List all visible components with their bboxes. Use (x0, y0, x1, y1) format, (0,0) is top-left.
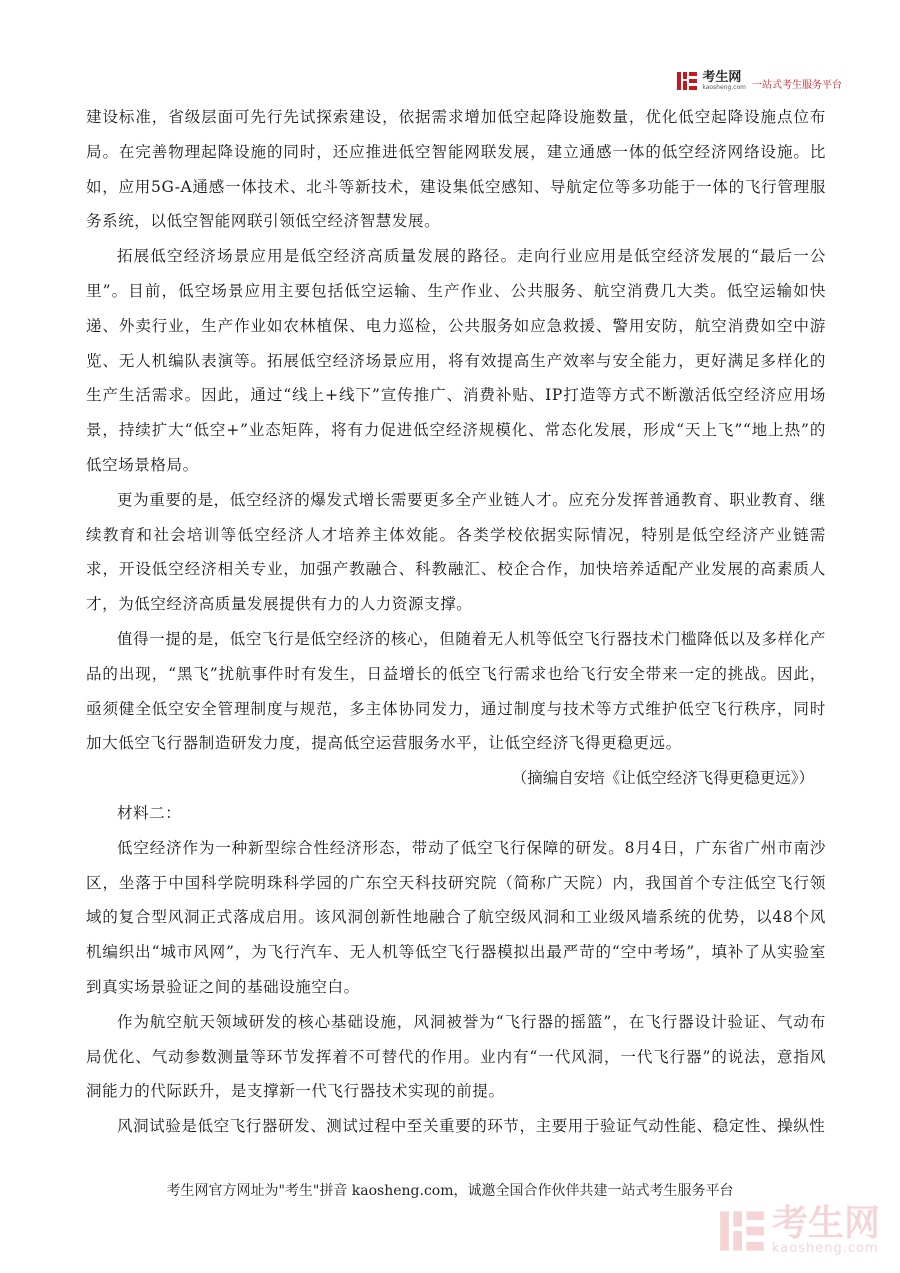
section-label: 材料二： (117, 803, 182, 822)
watermark-title: 考生网 (771, 1203, 880, 1244)
paragraph: 低空经济作为一种新型综合性经济形态，带动了低空飞行保障的研发。8月4日，广东省广州市南沙区，坐落于中国科学院明珠科学园的广东空天科技研究院（简称广天院）内，我国首个专注低空飞行领域的复合型风洞正式落成启用。该风洞创新性地融合了航空级风洞和工业级风墙系统的优势，以48个风机编织出“城市风网”，为飞行汽车、无人机等低空飞行器模拟出最严苛的“空中考场”，填补了从实验室到真实场景验证之间的基础设施空白。 (86, 838, 826, 996)
paragraph: 值得一提的是，低空飞行是低空经济的核心，但随着无人机等低空飞行器技术门槛降低以及多样化产品的出现，“黑飞”扰航事件时有发生，日益增长的低空飞行需求也给飞行安全带来一定的挑战。因此，亟须健全低空安全管理制度与规范，多主体协同发力，通过制度与技术等方式维护低空飞行秩序，同时加大低空飞行器制造研发力度，提高低空运营服务水平，让低空经济飞得更稳更远。 (86, 629, 826, 753)
paragraph: 更为重要的是，低空经济的爆发式增长需要更多全产业链人才。应充分发挥普通教育、职业教育、继续教育和社会培训等低空经济人才培养主体效能。各类学校依据实际情况，特别是低空经济产业链需求，开设低空经济相关专业，加强产教融合、科教融汇、校企合作，加快培养适配产业发展的高素质人才，为低空经济高质量发展提供有力的人力资源支撑。 (86, 490, 826, 614)
watermark-domain: kaosheng.com (771, 1241, 879, 1256)
logo-slogan: 一站式考生服务平台 (752, 79, 842, 91)
kaosheng-watermark-icon (718, 1207, 766, 1255)
watermark (718, 1203, 880, 1256)
page-footer: 考生网官方网址为"考生"拼音 kaosheng.com，诚邀全国合作伙伴共建一站式考生服务平台 (166, 1183, 734, 1199)
paragraph: 风洞试验是低空飞行器研发、测试过程中至关重要的环节，主要用于验证气动性能、稳定性、操纵性 (117, 1117, 826, 1136)
header-logo (676, 70, 842, 92)
logo-title: 考生网 (702, 70, 742, 85)
paragraph: 建设标准，省级层面可先行先试探索建设，依据需求增加低空起降设施数量，优化低空起降设施点位布局。在完善物理起降设施的同时，还应推进低空智能网联发展，建立通感一体的低空经济网络设施。比如，应用5G-A通感一体技术、北斗等新技术，建设集低空感知、导航定位等多功能于一体的飞行管理服务系统，以低空智能网联引领低空经济智慧发展。 (86, 108, 826, 231)
kaosheng-logo-icon (676, 70, 698, 92)
logo-domain: kaosheng.com (702, 84, 746, 91)
source-citation: （摘编自安培《让低空经济飞得更稳更远》） (511, 769, 814, 788)
paragraph: 作为航空航天领域研发的核心基础设施，风洞被誉为“飞行器的摇篮”，在飞行器设计验证、气动布局优化、气动参数测量等环节发挥着不可替代的作用。业内有“一代风洞，一代飞行器”的说法，意指风洞能力的代际跃升，是支撑新一代飞行器技术实现的前提。 (86, 1012, 826, 1101)
document-body (86, 100, 826, 1144)
paragraph: 拓展低空经济场景应用是低空经济高质量发展的路径。走向行业应用是低空经济发展的“最后一公里”。目前，低空场景应用主要包括低空运输、生产作业、公共服务、航空消费几大类。低空运输如快递、外卖行业，生产作业如农林植保、电力巡检，公共服务如应急救援、警用安防，航空消费如空中游览、无人机编队表演等。拓展低空经济场景应用，将有效提高生产效率与安全能力，更好满足多样化的生产生活需求。因此，通过“线上+线下”宣传推广、消费补贴、IP打造等方式不断激活低空经济应用场景，持续扩大“低空+”业态矩阵，将有力促进低空经济规模化、常态化发展，形成“天上飞”“地上热”的低空场景格局。 (86, 247, 826, 474)
